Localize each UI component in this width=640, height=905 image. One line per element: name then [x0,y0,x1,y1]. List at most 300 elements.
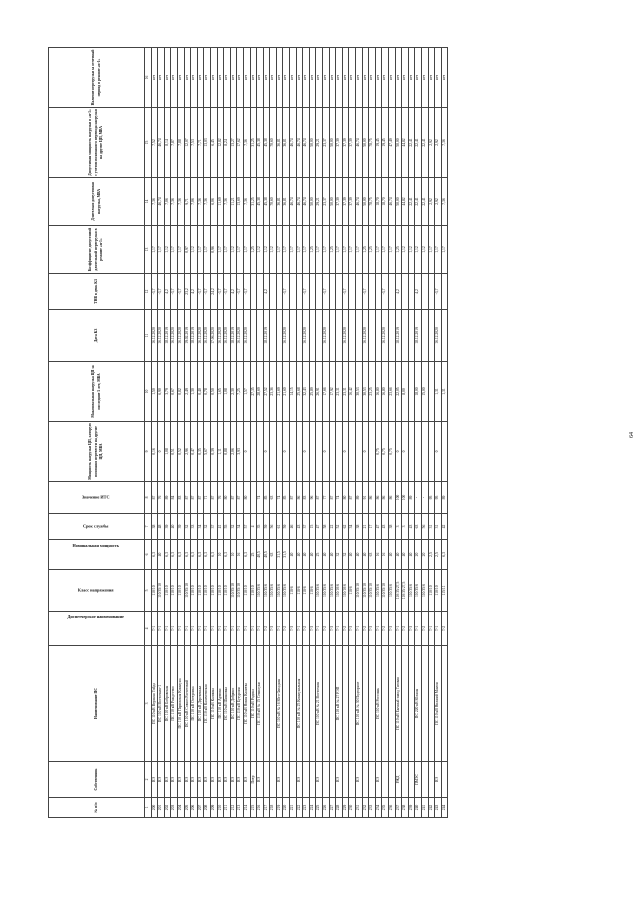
table-cell: 4,2 [164,274,171,310]
table-cell: 76 [217,482,224,514]
table-cell: 46,74 [356,178,363,226]
table-cell: 4,2 [395,274,402,310]
table-cell: 222 [296,798,303,818]
table-cell: 1,12 [270,226,277,274]
table-cell: нет [257,48,264,108]
table-cell: 18,70 [375,178,382,226]
table-cell: нет [375,48,382,108]
table-cell: -3,7 [197,274,204,310]
table-cell: 45,38 [257,108,264,178]
table-cell: нет [184,48,191,108]
header-number: 4 [145,612,152,646]
table-cell: ПС 110 кВ Парижская Коммуна [177,646,184,762]
table-cell: ВЭ [230,762,237,798]
table-cell: 16.12.2020 [243,310,250,362]
table-cell: Т-1 [375,612,382,646]
table-cell: 32 [204,514,211,540]
table-cell: ВЭ [151,762,158,798]
table-cell: Т-1 [250,612,257,646]
table-cell: 1,50 [151,362,158,422]
table-cell: ВЭ [336,762,343,798]
table-cell: 85 [283,482,290,514]
header-cell: Значение ИТС [49,482,145,514]
table-cell: 40 [158,540,165,570]
table-cell: нет [177,48,184,108]
table-cell: 34 [237,514,244,540]
table-cell: 2,92 [428,178,435,226]
table-cell [309,274,316,310]
table-cell: 76 [158,482,165,514]
table-cell: ВЭ [316,762,323,798]
header-number: 3 [145,646,152,762]
table-cell: Т-1 [316,612,323,646]
header-cell: Класс напряжения [49,570,145,612]
table-cell: 228 [336,798,343,818]
table-cell [296,310,303,362]
header-cell: Диспетчерское наименование [49,612,145,646]
table-cell: 1,17 [204,226,211,274]
table-cell: 46,74 [290,178,297,226]
table-cell: 229 [342,798,349,818]
table-cell: -3,7 [171,274,178,310]
table-cell: 20 [421,540,428,570]
table-row [428,48,435,818]
table-cell: 40 [171,514,178,540]
header-number-row [145,48,152,818]
table-cell: 1,17 [151,226,158,274]
table-cell: нет [243,48,250,108]
table-cell [356,274,363,310]
table-cell: 1,17 [217,226,224,274]
table-cell: 110/10 [435,570,442,612]
table-cell: 42 [441,514,448,540]
table-cell: 86 [375,482,382,514]
table-cell: 87 [230,482,237,514]
header-cell: Собственник [49,762,145,798]
table-cell: 31 [435,514,442,540]
table-cell: -3,7 [303,274,310,310]
table-cell: Т-3 [309,612,316,646]
table-cell: 19.02.2019 [184,310,191,362]
table-cell: ПС 110 кВ № 25 Коммунальная [296,646,303,762]
table-cell: ВЭ [158,762,165,798]
header-number: 6 [145,540,152,570]
table-cell: 110/10/6 [336,570,343,612]
table-cell: 0,52 [177,422,184,482]
table-cell [316,310,323,362]
table-cell [329,422,336,482]
table-cell: ВЭ [257,762,264,798]
table-cell: 207 [197,798,204,818]
table-cell: ПС 220 кВ Южная [415,646,422,762]
table-cell: 110/10/6 [342,570,349,612]
table-cell: 6,06 [210,178,217,226]
table-cell: 1,08 [224,362,231,422]
table-cell: 12,07 [184,108,191,178]
table-cell [408,274,415,310]
table-cell: 16.12.2020 [151,310,158,362]
table-row [151,48,158,818]
table-cell: 6,3 [151,540,158,570]
table-cell: 234 [375,798,382,818]
table-cell [329,310,336,362]
table-cell: 13,69 [237,178,244,226]
table-cell: ВЭ [184,762,191,798]
header-cell: Допустимая мощность нагрузки в «n-1» с учетом возможного перевода нагрузки на другие ЦП, МВА [49,108,145,178]
table-cell: 63 [369,540,376,570]
header-number: 2 [145,762,152,798]
table-cell: нет [441,48,448,108]
table-cell: 22,41 [421,178,428,226]
table-cell: 16.12.2020 [171,310,178,362]
table-cell: 22,41 [415,178,422,226]
table-cell: 6,3 [210,540,217,570]
table-cell: 19,45 [375,108,382,178]
table-cell: 50,00 [309,108,316,178]
table-cell: 16.12.2020 [435,310,442,362]
table-cell: 47 [375,514,382,540]
header-number: 10 [145,362,152,422]
table-cell: 50,00 [309,178,316,226]
table-cell [382,762,389,798]
table-cell: 8,14 [164,108,171,178]
table-cell: Т-1 [237,612,244,646]
table-cell: 1,65 [217,362,224,422]
table-cell: 1,17 [375,226,382,274]
table-cell: 41 [217,514,224,540]
table-cell: 37,39 [342,108,349,178]
table-cell: 8,24 [224,108,231,178]
table-cell: 87 [290,482,297,514]
table-cell: 16.12.2020 [204,310,211,362]
table-cell: 23,25 [369,362,376,422]
table-cell: 39 [164,514,171,540]
table-cell: 38 [151,514,158,540]
table-cell: 37 [210,514,217,540]
table-cell [408,422,415,482]
table-cell: 85 [263,482,270,514]
table-cell: 18.12.2019 [395,310,402,362]
table-cell: ПС 110 кВ Бычный завод Тяговая [395,646,402,762]
table-cell: 12,82 [217,108,224,178]
table-cell: 1,17 [283,226,290,274]
table-cell: 110/10 [250,570,257,612]
table-cell: 87 [349,482,356,514]
table-cell: 24,2 [210,274,217,310]
table-cell: нет [276,48,283,108]
table-cell: 30,53 [356,362,363,422]
table-cell: 6,3 [441,540,448,570]
table-cell: 7,36 [441,178,448,226]
table-cell: 16.12.2020 [237,310,244,362]
table-cell: 59 [263,514,270,540]
table-cell [349,274,356,310]
table-cell: ВЭ [204,762,211,798]
table-cell: 46,74 [356,108,363,178]
header-cell: Срок службы [49,514,145,540]
table-cell: Т-3 [329,612,336,646]
table-cell: 6,90 [158,362,165,422]
table-cell: 6,45 [210,108,217,178]
table-cell [441,274,448,310]
table-cell: нет [402,48,409,108]
table-cell: 59 [283,514,290,540]
table-cell: нет [329,48,336,108]
table-cell: 0,35 [197,422,204,482]
header-cell: Длительно допустимая нагрузка, МВА [49,178,145,226]
table-cell: ПС 110 кВ Бобровская [164,646,171,762]
table-cell: нет [164,48,171,108]
table-cell: 35 [257,514,264,540]
table-cell: нет [316,48,323,108]
table-cell: ПС 110 кВ № 21 Восточная [316,646,323,762]
table-cell: 17,92 [329,362,336,422]
table-cell [388,646,395,762]
table-row [230,48,237,818]
table-cell: 40 [349,540,356,570]
table-cell: ПС 110 кВ Россошь [375,646,382,762]
table-cell: 244 [441,798,448,818]
table-cell: 110/35/6 [408,570,415,612]
table-cell: 37,39 [342,178,349,226]
table-cell: 206 [191,798,198,818]
table-cell: 110/35/6 [283,570,290,612]
table-row [171,48,178,818]
table-cell: 16.12.2020 [224,310,231,362]
table-cell: 46,74 [296,178,303,226]
table-cell: 46,74 [303,178,310,226]
table-cell: 235 [382,798,389,818]
table-row [356,48,363,818]
table-cell [270,762,277,798]
table-cell: 31 [428,514,435,540]
table-cell: 80 [224,482,231,514]
table-cell: 29,21 [316,178,323,226]
table-cell: Т-1 [204,612,211,646]
table-cell: ВЭ [237,762,244,798]
table-cell: 45,38 [257,178,264,226]
table-cell: ВЭ [177,762,184,798]
table-cell: 89 [441,482,448,514]
table-cell: 2,5 [435,540,442,570]
table-cell: 1,17 [441,226,448,274]
table-cell: 86 [382,482,389,514]
table-cell [388,274,395,310]
table-cell: 7,36 [171,178,178,226]
table-cell: Т-2 [303,612,310,646]
table-cell: 110/10 [204,570,211,612]
table-cell: 210 [217,798,224,818]
table-cell: 50,00 [395,178,402,226]
table-cell: 1,17 [349,226,356,274]
table-cell: нет [303,48,310,108]
table-cell: нет [158,48,165,108]
table-cell: 46,74 [296,108,303,178]
table-cell: нет [296,48,303,108]
table-row [303,48,310,818]
table-cell: нет [309,48,316,108]
table-cell: Т-2 [323,612,330,646]
table-cell: 110/6 [309,570,316,612]
table-row [283,48,290,818]
table-row [395,48,402,818]
table-cell: 0,82 [177,362,184,422]
table-cell: 48 [158,514,165,540]
table-cell: 22,41 [421,108,428,178]
table-cell: ПС 110 кВ № 30 Подгорное [356,646,363,762]
table-cell: 236 [388,798,395,818]
table-cell: 241 [421,798,428,818]
table-cell: 28,69 [257,362,264,422]
table-cell: 23,66 [388,362,395,422]
table-cell: ПС 110 кВ Рождество [171,646,178,762]
table-cell: 202 [164,798,171,818]
table-cell [276,422,283,482]
table-cell: 201 [158,798,165,818]
table-cell: нет [197,48,204,108]
table-cell: ПС 110 кВ Верхняя Тойда [151,646,158,762]
table-cell [290,274,297,310]
header-cell: Максимальная нагрузка ЦП за последние 5 лет, МВА [49,362,145,422]
table-cell: 216 [257,798,264,818]
table-cell: 55 [224,514,231,540]
table-cell: Потр [250,762,257,798]
table-cell [263,646,270,762]
table-cell: 50,00 [395,108,402,178]
table-cell: 2,96 [184,422,191,482]
table-cell: 40 [303,540,310,570]
header-number: 5 [145,570,152,612]
header-cell: Коэффициент допустимой длительной перегрузки в режиме «n-1» [49,226,145,274]
table-cell: 86 [296,482,303,514]
table-cell: 46,74 [388,178,395,226]
header-cell: ТНВ в день КЗ [49,274,145,310]
table-cell: 46 [290,514,297,540]
table-cell: 110/35/27,5 [402,570,409,612]
table-cell: 7,53 [191,108,198,178]
table-cell: 215 [250,798,257,818]
table-cell: 1,08 [164,422,171,482]
table-cell: 39 [177,514,184,540]
table-cell: - [421,482,428,514]
table-cell: 110/6 [296,570,303,612]
table-cell: 80 [243,482,250,514]
table-cell: 16 [382,540,389,570]
table-cell: 37 [303,514,310,540]
table-cell: нет [323,48,330,108]
table-cell: 1,17 [197,226,204,274]
header-number: 12 [145,274,152,310]
table-cell [356,422,363,482]
table-cell: 40,5 [257,540,264,570]
table-cell: ВЭ [356,762,363,798]
table-body [151,48,448,818]
table-row [191,48,198,818]
table-cell: 231 [356,798,363,818]
table-cell: 87 [184,482,191,514]
table-cell: -3,7 [323,274,330,310]
table-cell: 40 [388,540,395,570]
table-cell: 0 [342,422,349,482]
table-cell [309,762,316,798]
table-cell: 63 [270,482,277,514]
table-cell: 6,3 [224,540,231,570]
table-cell: 242 [428,798,435,818]
table-cell [276,310,283,362]
table-cell: 62 [342,514,349,540]
table-cell: 16.12.2020 [158,310,165,362]
table-cell: Т-2 [342,612,349,646]
table-cell: нет [342,48,349,108]
table-cell: 89 [356,482,363,514]
table-cell [290,422,297,482]
table-cell: 205 [184,798,191,818]
table-cell: 0,40 [197,362,204,422]
table-cell: 50,00 [362,178,369,226]
table-cell: ПС 110 кВ Бутурлин [237,646,244,762]
table-row [237,48,244,818]
table-cell: -3,7 [151,274,158,310]
table-cell: 0 [435,422,442,482]
table-cell: 110/35/6 [263,570,270,612]
table-cell: 7,52 [151,108,158,178]
table-cell: 7,25 [237,362,244,422]
table-cell: 238 [402,798,409,818]
table-cell [250,274,257,310]
table-cell: -3,7 [217,274,224,310]
table-row [362,48,369,818]
table-cell: 32 [184,514,191,540]
table-cell: ВЭ [171,762,178,798]
table-cell [375,310,382,362]
table-cell: 223 [303,798,310,818]
rotated-table-wrapper [48,48,518,818]
table-cell: 110/35/6 [323,570,330,612]
table-cell: 38 [356,514,363,540]
table-row [184,48,191,818]
table-cell: 31,5 [283,540,290,570]
table-cell: 219 [276,798,283,818]
table-cell: РЖД [395,762,402,798]
table-cell: 110/35/10 [230,570,237,612]
table-row [402,48,409,818]
table-cell: ВЭ [164,762,171,798]
table-cell: 212 [230,798,237,818]
table-cell: 25,89 [309,362,316,422]
table-cell: 13,27 [230,108,237,178]
table-cell: 115/11 [441,570,448,612]
table-row [217,48,224,818]
table-cell: 0 [158,422,165,482]
table-cell: 16.12.2020 [323,310,330,362]
table-cell: 6,3 [204,540,211,570]
table-cell: -3,7 [283,274,290,310]
table-cell: 40 [408,540,415,570]
table-cell: 25,68 [296,362,303,422]
table-cell: 110/35/6 [375,570,382,612]
table-cell: 95 [428,482,435,514]
table-cell [316,274,323,310]
table-cell [362,646,369,762]
table-cell: 32 [336,540,343,570]
table-cell: 110/35/10 [356,570,363,612]
table-cell: 63 [270,540,277,570]
table-cell [349,762,356,798]
table-cell [309,646,316,762]
table-cell: 1,17 [316,226,323,274]
table-cell: 0,88 [224,422,231,482]
table-cell: 16,42 [349,362,356,422]
